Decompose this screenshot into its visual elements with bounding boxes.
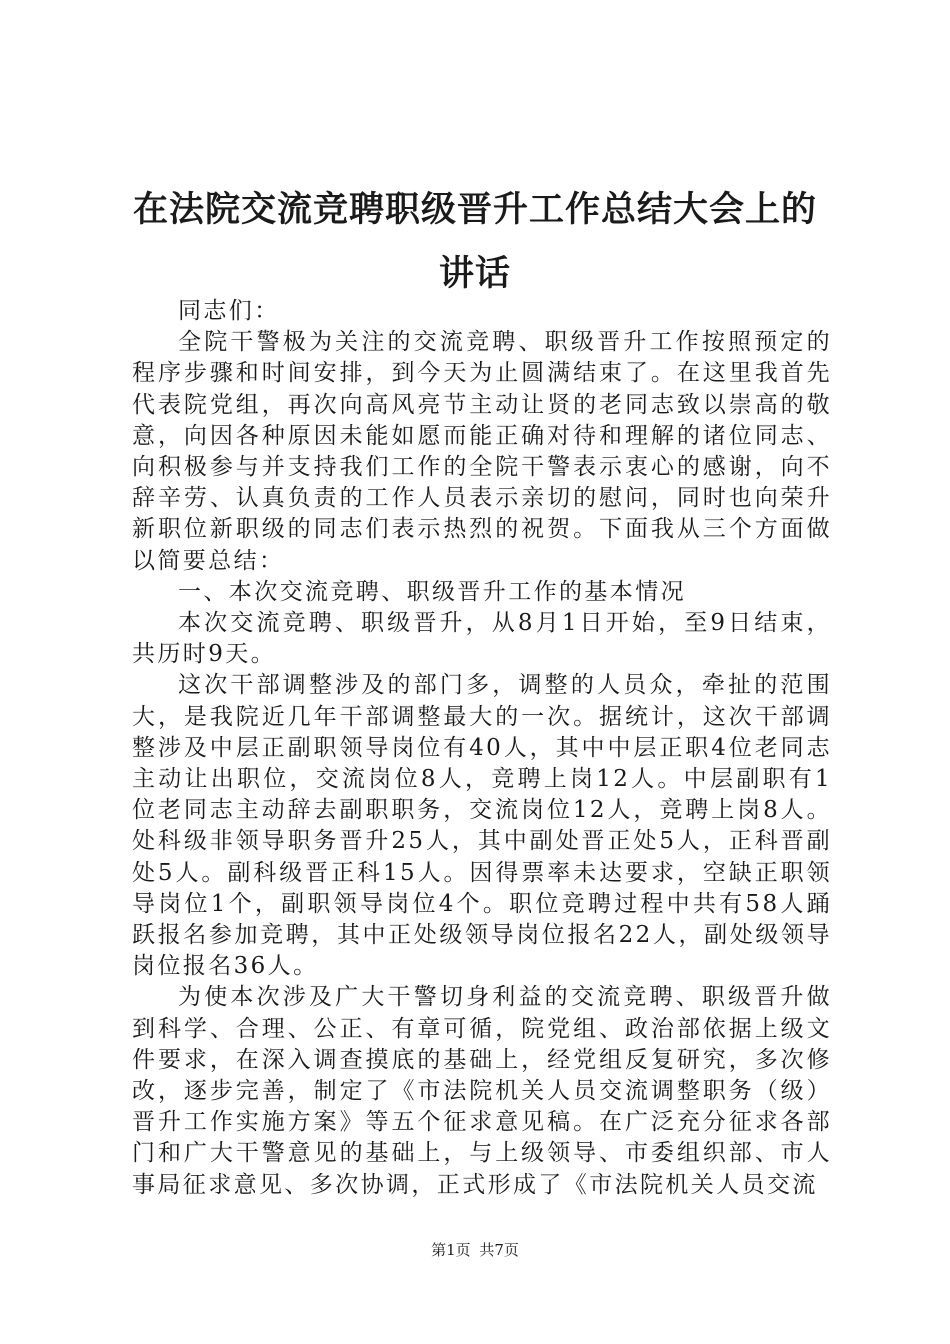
paragraph: 本次交流竞聘、职级晋升，从8月1日开始，至9日结束，共历时9天。 [132,610,832,668]
page-number: 第1页 [431,1241,471,1259]
page-total: 共7页 [479,1241,519,1259]
document-body [132,296,832,1201]
paragraph: 为使本次涉及广大干警切身利益的交流竞聘、职级晋升做到科学、合理、公正、有章可循，院党组、政治部依据上级文件要求，在深入调查摸底的基础上，经党组反复研究，多次修改，逐步完善，制定了《市法院机关人员交流调整职务（级）晋升工作实施方案》等五个征求意见稿。在广泛充分征求各部门和广大干警意见的基础上，与上级领导、市委组织部、市人事局征求意见、多次协调，正式形成了《市法院机关人员交流 [132,984,832,1198]
salutation: 同志们： [178,298,280,324]
page-footer [0,1240,950,1260]
paragraph: 全院干警极为关注的交流竞聘、职级晋升工作按照预定的程序步骤和时间安排，到今天为止圆满结束了。在这里我首先代表院党组，再次向高风亮节主动让贤的老同志致以崇高的敬意，向因各种原因未能如愿而能正确对待和理解的诸位同志、向积极参与并支持我们工作的全院干警表示衷心的感谢，向不辞辛劳、认真负责的工作人员表示亲切的慰问，同时也向荣升新职位新职级的同志们表示热烈的祝贺。下面我从三个方面做以简要总结： [132,329,832,574]
document-title: 在法院交流竞聘职级晋升工作总结大会上的讲话 [132,189,817,294]
paragraph: 这次干部调整涉及的部门多，调整的人员众，牵扯的范围大，是我院近几年干部调整最大的一次。据统计，这次干部调整涉及中层正副职领导岗位有40人，其中中层正职4位老同志主动让出职位，交流岗位8人，竞聘上岗12人。中层副职有1位老同志主动辞去副职职务，交流岗位12人，竞聘上岗8人。处科级非领导职务晋升25人，其中副处晋正处5人，正科晋副处5人。副科级晋正科15人。因得票率未达要求，空缺正职领导岗位1个，副职领导岗位4个。职位竞聘过程中共有58人踊跃报名参加竞聘，其中正处级领导岗位报名22人，副处级领导岗位报名36人。 [132,672,832,980]
section-heading: 一、本次交流竞聘、职级晋升工作的基本情况 [178,578,686,605]
